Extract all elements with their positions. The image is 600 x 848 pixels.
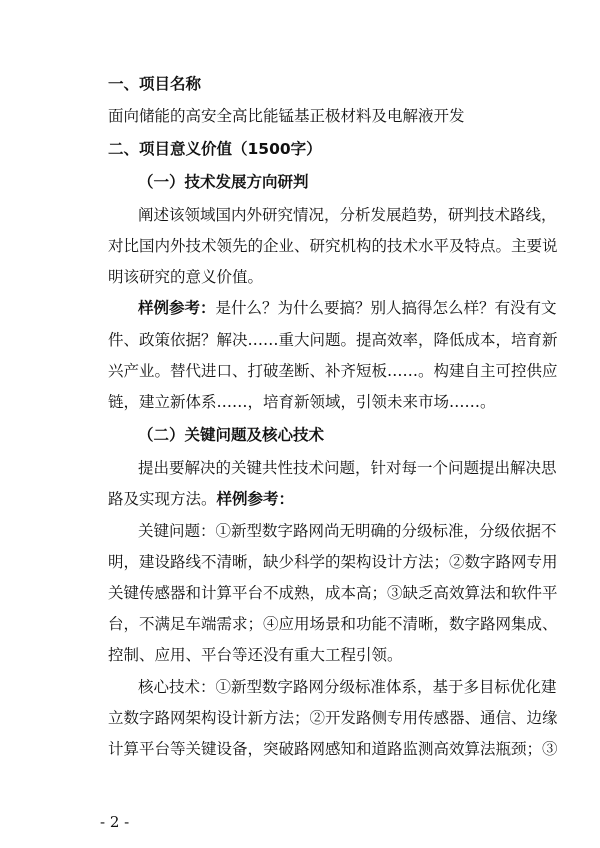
subsection-1-heading: （一）技术发展方向研判 [138, 172, 309, 191]
section-2-heading: 二、项目意义价值（1500字） [108, 140, 322, 158]
key-problem-line: 明，建设路线不清晰，缺少科学的架构设计方法；②数字路网专用 [108, 553, 558, 571]
paragraph-line: 提出要解决的关键共性技术问题，针对每一个问题提出解决思 [138, 459, 557, 477]
intro-text: 路及实现方法。 [108, 490, 217, 508]
example-line [138, 298, 557, 318]
paragraph-line: 明该研究的意义价值。 [108, 268, 264, 286]
example-line: 件、政策依据？解决……重大问题。提高效率，降低成本，培育新 [108, 331, 558, 349]
example-line: 链，建立新体系……，培育新领域，引领未来市场……。 [108, 393, 496, 411]
paragraph-line [108, 489, 538, 509]
core-tech-line: 立数字路网架构设计新方法；②开发路侧专用传感器、通信、边缘 [108, 709, 558, 727]
paragraph-line: 对比国内外技术领先的企业、研究机构的技术水平及特点。主要说 [108, 237, 558, 255]
key-problem-line: 关键问题：①新型数字路网尚无明确的分级标准，分级依据不 [138, 522, 557, 540]
paragraph-line: 阐述该领域国内外研究情况，分析发展趋势，研判技术路线， [138, 206, 557, 224]
core-tech-line: 计算平台等关键设备，突破路网感知和道路监测高效算法瓶颈；③ [108, 740, 558, 758]
section-1-heading: 一、项目名称 [108, 75, 202, 93]
example-label: 样例参考： [138, 298, 216, 317]
key-problem-line: 关键传感器和计算平台不成熟，成本高；③缺乏高效算法和软件平 [108, 584, 558, 602]
subsection-2-heading: （二）关键问题及核心技术 [138, 425, 325, 444]
project-name: 面向储能的高安全高比能锰基正极材料及电解液开发 [108, 107, 465, 125]
core-tech-line: 核心技术：①新型数字路网分级标准体系，基于多目标优化建 [138, 678, 557, 696]
key-problem-line: 控制、应用、平台等还没有重大工程引领。 [108, 646, 403, 664]
example-line: 兴产业。替代进口、打破垄断、补齐短板……。构建自主可控供应 [108, 362, 558, 380]
example-text: 是什么？为什么要搞？别人搞得怎么样？有没有文 [215, 299, 557, 317]
example-label: 样例参考： [216, 489, 295, 508]
key-problem-line: 台，不满足车端需求；④应用场景和功能不清晰，数字路网集成、 [108, 615, 558, 633]
page-number: - 2 - [100, 813, 130, 831]
